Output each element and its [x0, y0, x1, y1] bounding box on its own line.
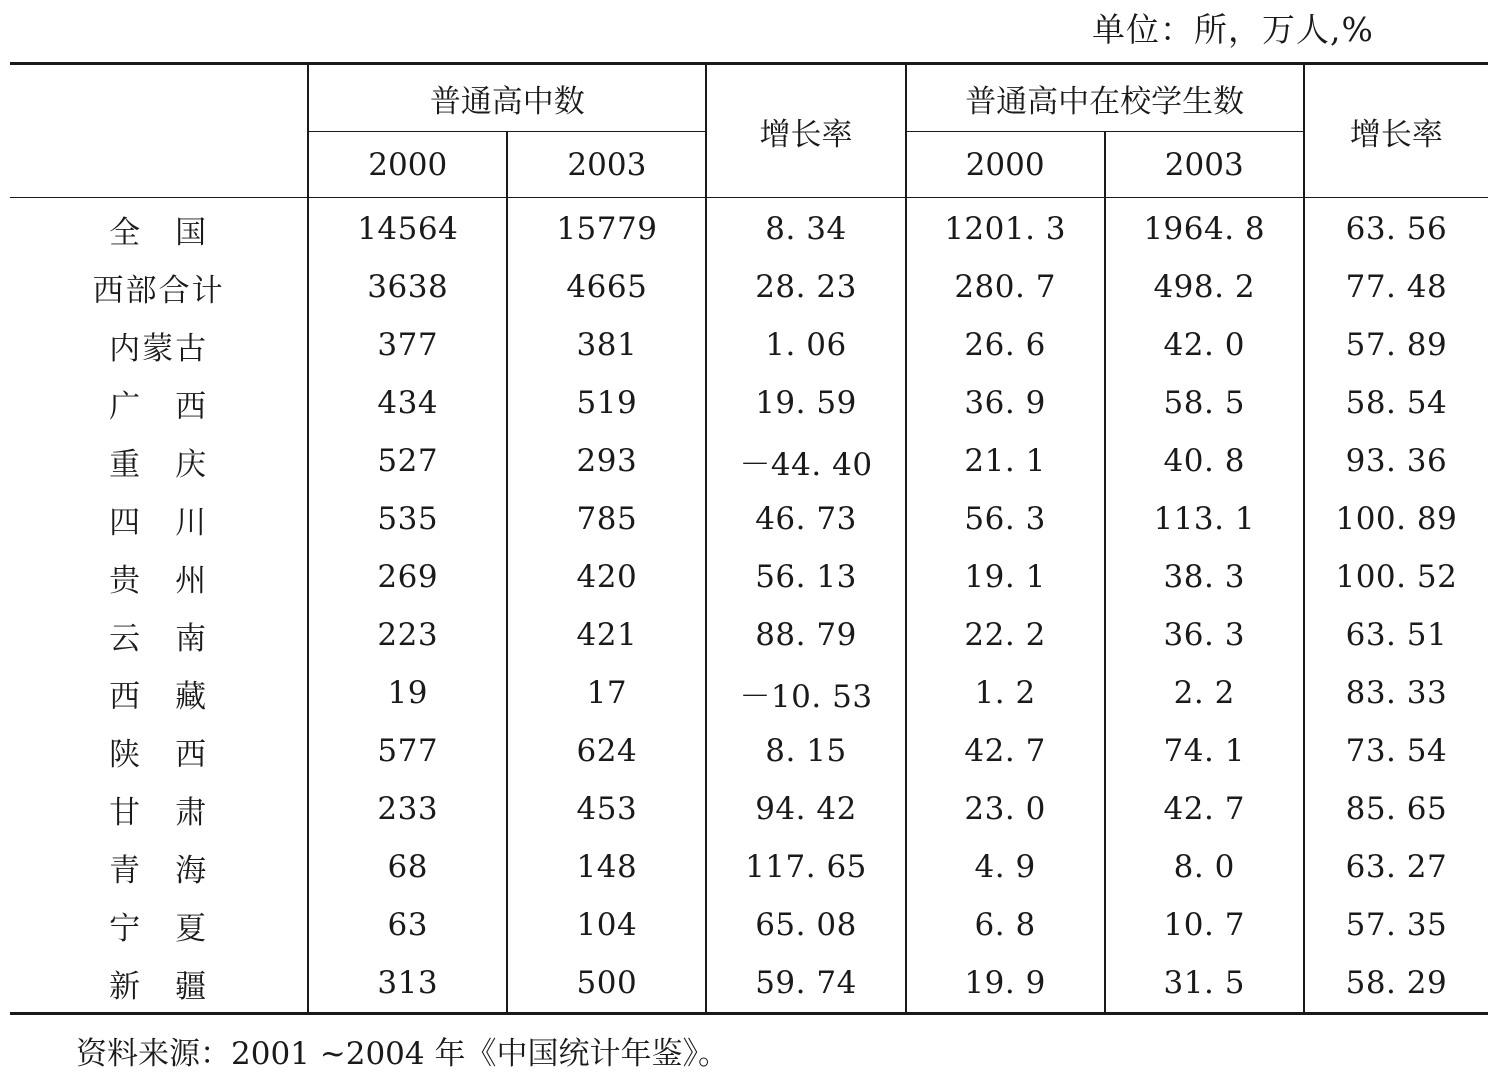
schools-2000-cell: 233 — [308, 780, 507, 838]
schools-growth-cell: －44. 40 — [706, 432, 905, 490]
students-2003-cell: 74. 1 — [1105, 722, 1304, 780]
students-2000-cell: 21. 1 — [906, 432, 1105, 490]
students-group-header: 普通高中在校学生数 — [906, 64, 1304, 132]
schools-2000-cell: 3638 — [308, 258, 507, 316]
students-2003-cell: 2. 2 — [1105, 664, 1304, 722]
students-2003-cell: 1964. 8 — [1105, 198, 1304, 259]
students-2003-cell: 113. 1 — [1105, 490, 1304, 548]
schools-2000-cell: 19 — [308, 664, 507, 722]
students-2003-cell: 8. 0 — [1105, 838, 1304, 896]
table-row — [10, 606, 1488, 664]
students-2000-cell: 42. 7 — [906, 722, 1105, 780]
schools-2000-cell: 313 — [308, 954, 507, 1014]
table-row — [10, 780, 1488, 838]
schools-growth-cell: 28. 23 — [706, 258, 905, 316]
students-growth-header: 增长率 — [1304, 64, 1488, 198]
schools-growth-cell: 59. 74 — [706, 954, 905, 1014]
table-row — [10, 490, 1488, 548]
region-cell: 贵 州 — [109, 562, 209, 599]
schools-2003-cell: 519 — [507, 374, 706, 432]
table-row — [10, 432, 1488, 490]
region-cell: 陕 西 — [109, 736, 209, 773]
students-growth-cell: 58. 29 — [1304, 954, 1488, 1014]
students-2000-cell: 19. 1 — [906, 548, 1105, 606]
schools-2003-cell: 421 — [507, 606, 706, 664]
schools-2000-cell: 434 — [308, 374, 507, 432]
table-row — [10, 838, 1488, 896]
schools-growth-cell: 88. 79 — [706, 606, 905, 664]
students-2003-cell: 36. 3 — [1105, 606, 1304, 664]
region-cell: 云 南 — [109, 620, 209, 657]
schools-2000-cell: 63 — [308, 896, 507, 954]
region-cell: 四 川 — [109, 504, 209, 541]
schools-2000-cell: 527 — [308, 432, 507, 490]
students-2003-cell: 498. 2 — [1105, 258, 1304, 316]
students-2003-cell: 38. 3 — [1105, 548, 1304, 606]
schools-2003-cell: 453 — [507, 780, 706, 838]
students-2000-cell: 1. 2 — [906, 664, 1105, 722]
schools-growth-cell: 8. 15 — [706, 722, 905, 780]
schools-growth-cell: 46. 73 — [706, 490, 905, 548]
table-row — [10, 374, 1488, 432]
students-growth-cell: 57. 89 — [1304, 316, 1488, 374]
students-2000-header: 2000 — [906, 132, 1105, 198]
students-2003-header: 2003 — [1105, 132, 1304, 198]
students-growth-cell: 77. 48 — [1304, 258, 1488, 316]
table-row — [10, 258, 1488, 316]
students-2000-cell: 22. 2 — [906, 606, 1105, 664]
region-cell: 青 海 — [109, 852, 209, 889]
schools-2003-cell: 624 — [507, 722, 706, 780]
students-growth-cell: 83. 33 — [1304, 664, 1488, 722]
students-growth-cell: 73. 54 — [1304, 722, 1488, 780]
table-row — [10, 198, 1488, 259]
schools-2000-cell: 577 — [308, 722, 507, 780]
students-2000-cell: 280. 7 — [906, 258, 1105, 316]
students-2003-cell: 58. 5 — [1105, 374, 1304, 432]
schools-2003-cell: 293 — [507, 432, 706, 490]
region-cell: 西部合计 — [92, 272, 225, 309]
schools-2003-cell: 381 — [507, 316, 706, 374]
students-growth-cell: 57. 35 — [1304, 896, 1488, 954]
students-2003-cell: 42. 7 — [1105, 780, 1304, 838]
schools-2003-header: 2003 — [507, 132, 706, 198]
schools-growth-cell: 65. 08 — [706, 896, 905, 954]
schools-2003-cell: 500 — [507, 954, 706, 1014]
schools-group-header: 普通高中数 — [308, 64, 706, 132]
schools-2003-cell: 148 — [507, 838, 706, 896]
schools-2000-cell: 269 — [308, 548, 507, 606]
region-cell: 西 藏 — [109, 678, 209, 715]
region-cell: 广 西 — [109, 388, 209, 425]
students-growth-cell: 85. 65 — [1304, 780, 1488, 838]
source-note: 资料来源：2001 ~2004 年《中国统计年鉴》。 — [76, 1036, 729, 1072]
students-growth-cell: 63. 27 — [1304, 838, 1488, 896]
students-2000-cell: 6. 8 — [906, 896, 1105, 954]
unit-note: 单位：所，万人,% — [1092, 10, 1374, 49]
students-2003-cell: 40. 8 — [1105, 432, 1304, 490]
region-cell: 甘 肃 — [109, 794, 209, 831]
schools-2000-cell: 14564 — [308, 198, 507, 259]
table-row — [10, 664, 1488, 722]
students-2000-cell: 23. 0 — [906, 780, 1105, 838]
schools-growth-cell: 117. 65 — [706, 838, 905, 896]
students-2000-cell: 26. 6 — [906, 316, 1105, 374]
header-row-top — [10, 64, 1488, 132]
students-2000-cell: 19. 9 — [906, 954, 1105, 1014]
region-header-cell — [10, 64, 308, 198]
region-cell: 内蒙古 — [109, 330, 209, 367]
students-2000-cell: 4. 9 — [906, 838, 1105, 896]
students-2000-cell: 36. 9 — [906, 374, 1105, 432]
students-growth-cell: 63. 56 — [1304, 198, 1488, 259]
table-row — [10, 722, 1488, 780]
schools-2003-cell: 15779 — [507, 198, 706, 259]
region-cell: 重 庆 — [109, 446, 209, 483]
table-row — [10, 896, 1488, 954]
table-row — [10, 954, 1488, 1014]
schools-2003-cell: 785 — [507, 490, 706, 548]
schools-growth-cell: 94. 42 — [706, 780, 905, 838]
students-2000-cell: 56. 3 — [906, 490, 1105, 548]
table-row — [10, 548, 1488, 606]
schools-2000-header: 2000 — [308, 132, 507, 198]
schools-growth-cell: 8. 34 — [706, 198, 905, 259]
students-2003-cell: 42. 0 — [1105, 316, 1304, 374]
students-growth-cell: 100. 52 — [1304, 548, 1488, 606]
region-cell: 全 国 — [109, 214, 209, 251]
students-growth-cell: 100. 89 — [1304, 490, 1488, 548]
region-cell: 宁 夏 — [109, 910, 209, 947]
education-table — [10, 62, 1488, 1015]
students-2003-cell: 31. 5 — [1105, 954, 1304, 1014]
schools-2003-cell: 420 — [507, 548, 706, 606]
students-growth-cell: 93. 36 — [1304, 432, 1488, 490]
schools-2003-cell: 4665 — [507, 258, 706, 316]
schools-growth-cell: －10. 53 — [706, 664, 905, 722]
schools-growth-cell: 56. 13 — [706, 548, 905, 606]
students-2003-cell: 10. 7 — [1105, 896, 1304, 954]
schools-2000-cell: 223 — [308, 606, 507, 664]
schools-2003-cell: 104 — [507, 896, 706, 954]
table-row — [10, 316, 1488, 374]
students-growth-cell: 63. 51 — [1304, 606, 1488, 664]
table-header — [10, 64, 1488, 198]
table-body — [10, 198, 1488, 1014]
schools-growth-cell: 1. 06 — [706, 316, 905, 374]
schools-2000-cell: 377 — [308, 316, 507, 374]
schools-2003-cell: 17 — [507, 664, 706, 722]
schools-growth-header: 增长率 — [706, 64, 905, 198]
schools-growth-cell: 19. 59 — [706, 374, 905, 432]
schools-2000-cell: 68 — [308, 838, 507, 896]
schools-2000-cell: 535 — [308, 490, 507, 548]
students-2000-cell: 1201. 3 — [906, 198, 1105, 259]
region-cell: 新 疆 — [10, 954, 308, 1014]
students-growth-cell: 58. 54 — [1304, 374, 1488, 432]
